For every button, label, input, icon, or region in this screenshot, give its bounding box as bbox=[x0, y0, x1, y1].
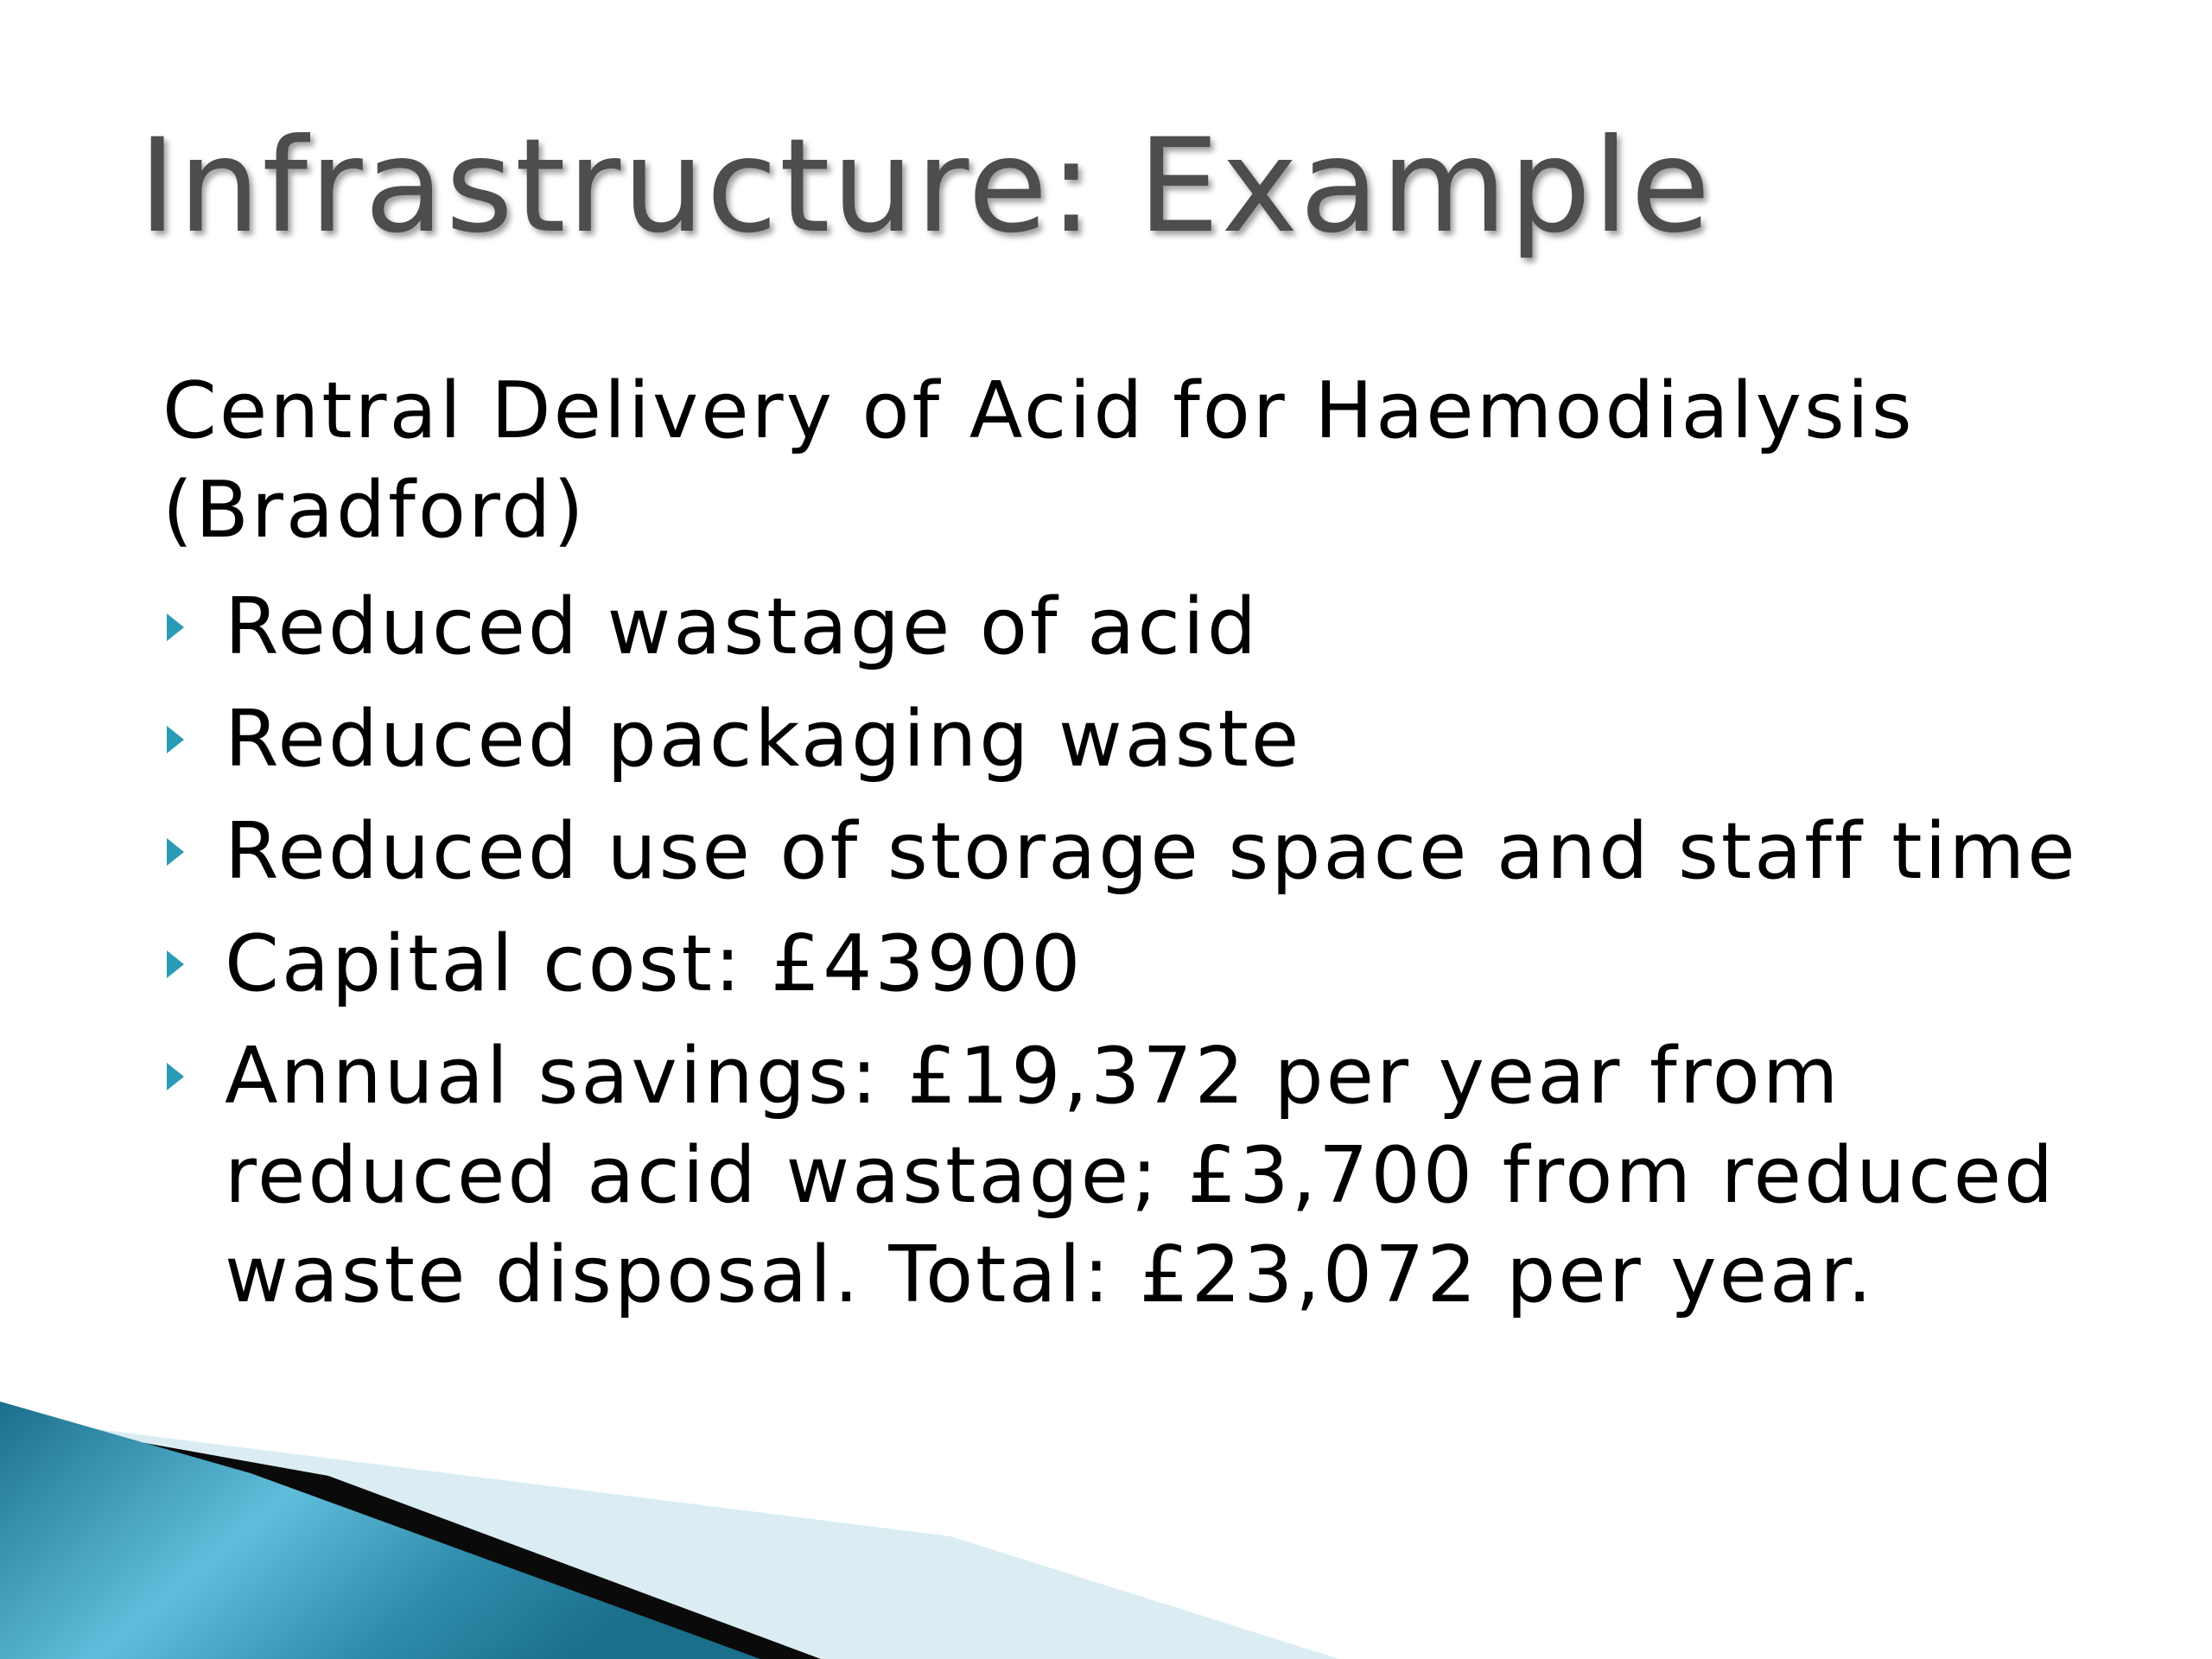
wave-pale-band bbox=[0, 1417, 1339, 1659]
bullet-text: Capital cost: £43900 bbox=[225, 918, 1084, 1009]
bullet-text: Annual savings: £19,372 per year from reduced acid wastage; £3,700 from reduced waste disposal. Total: £23,072 per year. bbox=[225, 1031, 2056, 1320]
bullet-list bbox=[162, 577, 2098, 1325]
triangle-right-icon bbox=[167, 950, 184, 978]
triangle-right-icon bbox=[167, 1063, 184, 1090]
bullet-item bbox=[162, 577, 2098, 677]
bullet-item bbox=[162, 1027, 2098, 1325]
slide-content bbox=[162, 361, 2098, 1338]
bullet-text: Reduced use of storage space and staff time bbox=[225, 806, 2078, 897]
wave-black-band bbox=[0, 1417, 821, 1659]
slide-subtitle: Central Delivery of Acid for Haemodialysis (Bradford) bbox=[162, 365, 1915, 556]
wave-blue-band bbox=[0, 1402, 760, 1659]
bullet-item bbox=[162, 914, 2098, 1014]
bullet-item bbox=[162, 690, 2098, 789]
triangle-right-icon bbox=[167, 726, 184, 753]
bullet-text: Reduced wastage of acid bbox=[225, 582, 1259, 672]
triangle-right-icon bbox=[167, 613, 184, 641]
triangle-right-icon bbox=[167, 838, 184, 866]
slide-title: Infrastructure: Example bbox=[138, 111, 1713, 262]
bullet-item bbox=[162, 802, 2098, 901]
bullet-text: Reduced packaging waste bbox=[225, 694, 1302, 785]
